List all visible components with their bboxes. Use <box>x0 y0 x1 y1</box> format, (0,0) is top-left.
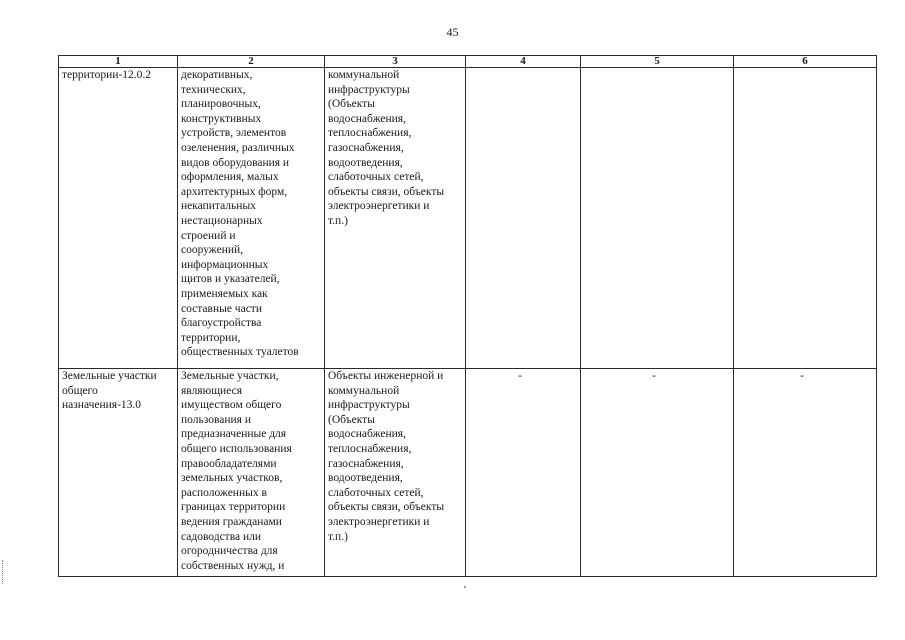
cell-text: Земельные участки общего назначения-13.0 <box>62 370 157 412</box>
scan-artifact <box>464 586 466 588</box>
table-cell <box>325 68 466 369</box>
table-cell <box>581 68 734 369</box>
table-cell <box>178 369 325 577</box>
cell-text: территории-12.0.2 <box>62 69 152 81</box>
table-cell <box>59 369 178 577</box>
column-header-3: 3 <box>325 56 466 68</box>
table-header-row <box>59 56 877 68</box>
empty-value-dash: - <box>518 370 522 382</box>
scan-margin-mark <box>2 560 9 584</box>
cell-text: декоративных, технических, планировочных, конструктивных устройств, элементов озеленения, различных видов оборудования и оформления, малых архитектурных форм, некапитальных нестационарных строений и сооружений, информационных щитов и указателей, применяемых как составные части благоустройства территории, общественных туалетов <box>181 69 299 359</box>
table-cell <box>59 68 178 369</box>
table-cell <box>581 369 734 577</box>
table-cell <box>325 369 466 577</box>
column-header-5: 5 <box>581 56 734 68</box>
cell-text: коммунальной инфраструктуры (Объекты водоснабжения, теплоснабжения, газоснабжения, водоотведения, слаботочных сетей, объекты связи, объекты электроэнергетики и т.п.) <box>328 69 445 227</box>
table-cell <box>734 369 877 577</box>
empty-value-dash: - <box>800 370 804 382</box>
column-header-6: 6 <box>734 56 877 68</box>
table-row <box>59 68 877 369</box>
land-use-table <box>58 55 877 577</box>
column-header-4: 4 <box>466 56 581 68</box>
cell-text: Земельные участки, являющиеся имуществом общего пользования и предназначенные для общего использования правообладателями земельных участков, расположенных в границах территории ведения гражданами садоводства или огородничества для собственных нужд, и <box>181 370 292 572</box>
table-cell <box>734 68 877 369</box>
page-number: 45 <box>446 25 459 39</box>
table-cell <box>178 68 325 369</box>
table-row <box>59 369 877 577</box>
table-cell <box>466 68 581 369</box>
column-header-1: 1 <box>59 56 178 68</box>
empty-value-dash: - <box>652 370 656 382</box>
column-header-2: 2 <box>178 56 325 68</box>
table-cell <box>466 369 581 577</box>
cell-text: Объекты инженерной и коммунальной инфраструктуры (Объекты водоснабжения, теплоснабжения, газоснабжения, водоотведения, слаботочных сетей, объекты связи, объекты электроэнергетики и т.п.) <box>328 370 445 543</box>
